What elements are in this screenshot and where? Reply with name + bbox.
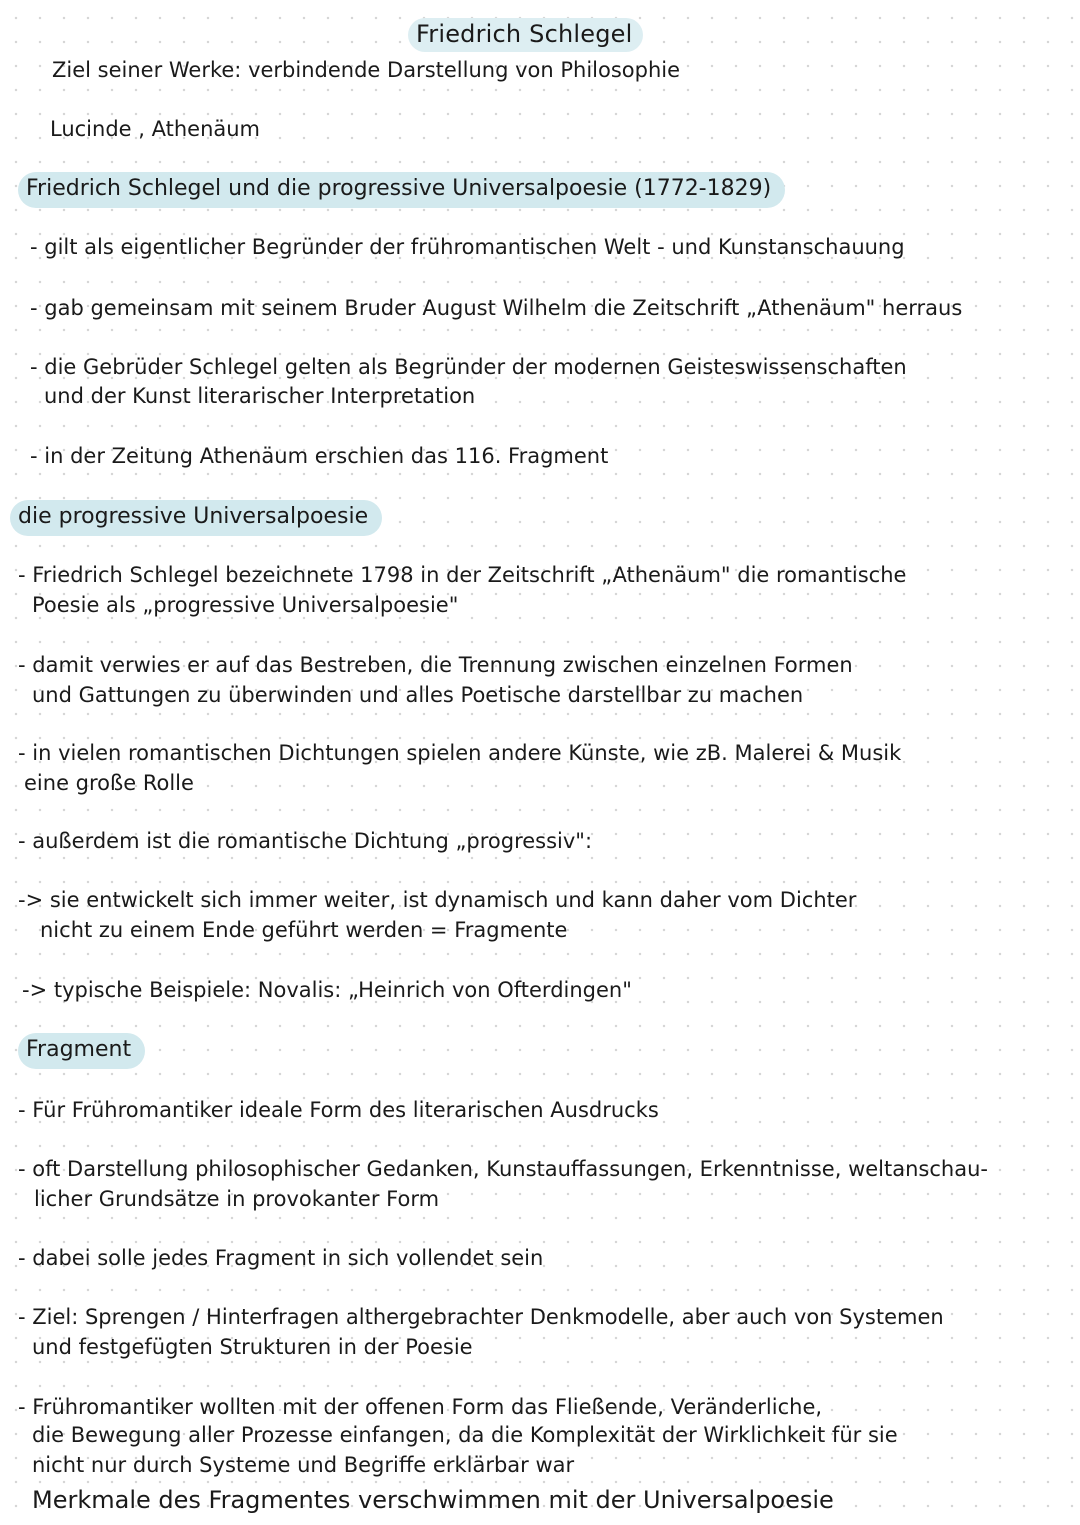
list-item: und Gattungen zu überwinden und alles Poetische darstellbar zu machen xyxy=(32,683,804,707)
list-item: und der Kunst literarischer Interpretation xyxy=(44,384,476,408)
list-item: - gab gemeinsam mit seinem Bruder August Wilhelm die Zeitschrift „Athenäum" herraus xyxy=(30,296,963,320)
list-item: Poesie als „progressive Universalpoesie" xyxy=(32,593,459,617)
list-item: - Friedrich Schlegel bezeichnete 1798 in der Zeitschrift „Athenäum" die romantische xyxy=(18,563,907,587)
section-heading-fragment: Fragment xyxy=(18,1033,145,1069)
list-item: nicht nur durch Systeme und Begriffe erklärbar war xyxy=(32,1453,575,1477)
goal-text: verbindende Darstellung von Philosophie xyxy=(248,58,681,82)
list-item: - in der Zeitung Athenäum erschien das 116. Fragment xyxy=(30,444,609,468)
section-heading-schlegel: Friedrich Schlegel und die progressive Universalpoesie (1772-1829) xyxy=(18,172,785,208)
works-line: Lucinde , Athenäum xyxy=(50,117,261,141)
list-item: - Für Frühromantiker ideale Form des literarischen Ausdrucks xyxy=(18,1098,659,1122)
list-item: licher Grundsätze in provokanter Form xyxy=(34,1187,440,1211)
page-title: Friedrich Schlegel xyxy=(408,18,643,52)
list-item: nicht zu einem Ende geführt werden = Fragmente xyxy=(40,918,568,942)
list-item: und festgefügten Strukturen in der Poesie xyxy=(32,1335,473,1359)
list-item: - in vielen romantischen Dichtungen spielen andere Künste, wie zB. Malerei & Musik xyxy=(18,741,902,765)
list-item: - die Gebrüder Schlegel gelten als Begründer der modernen Geisteswissenschaften xyxy=(30,355,907,379)
list-item: - oft Darstellung philosophischer Gedanken, Kunstauffassungen, Erkenntnisse, weltanschau- xyxy=(18,1157,988,1181)
list-item: - dabei solle jedes Fragment in sich vollendet sein xyxy=(18,1246,544,1270)
list-item: - Ziel: Sprengen / Hinterfragen althergebrachter Denkmodelle, aber auch von Systemen xyxy=(18,1305,944,1329)
section-heading-universalpoesie: die progressive Universalpoesie xyxy=(10,500,382,536)
list-item: - gilt als eigentlicher Begründer der frühromantischen Welt - und Kunstanschauung xyxy=(30,235,905,259)
list-item: - Frühromantiker wollten mit der offenen Form das Fließende, Veränderliche, xyxy=(18,1395,823,1419)
list-item: eine große Rolle xyxy=(24,771,194,795)
list-item: -> typische Beispiele: Novalis: „Heinrich von Ofterdingen" xyxy=(22,978,632,1002)
list-item: - damit verwies er auf das Bestreben, die Trennung zwischen einzelnen Formen xyxy=(18,653,853,677)
list-item: -> sie entwickelt sich immer weiter, ist dynamisch und kann daher vom Dichter xyxy=(18,888,857,912)
list-item: die Bewegung aller Prozesse einfangen, da die Komplexität der Wirklichkeit für sie xyxy=(32,1423,898,1447)
list-item: - außerdem ist die romantische Dichtung „progressiv": xyxy=(18,829,593,853)
goal-line xyxy=(52,55,680,85)
goal-label: Ziel seiner Werke: xyxy=(52,58,242,82)
closing-statement: Merkmale des Fragmentes verschwimmen mit der Universalpoesie xyxy=(32,1486,834,1514)
